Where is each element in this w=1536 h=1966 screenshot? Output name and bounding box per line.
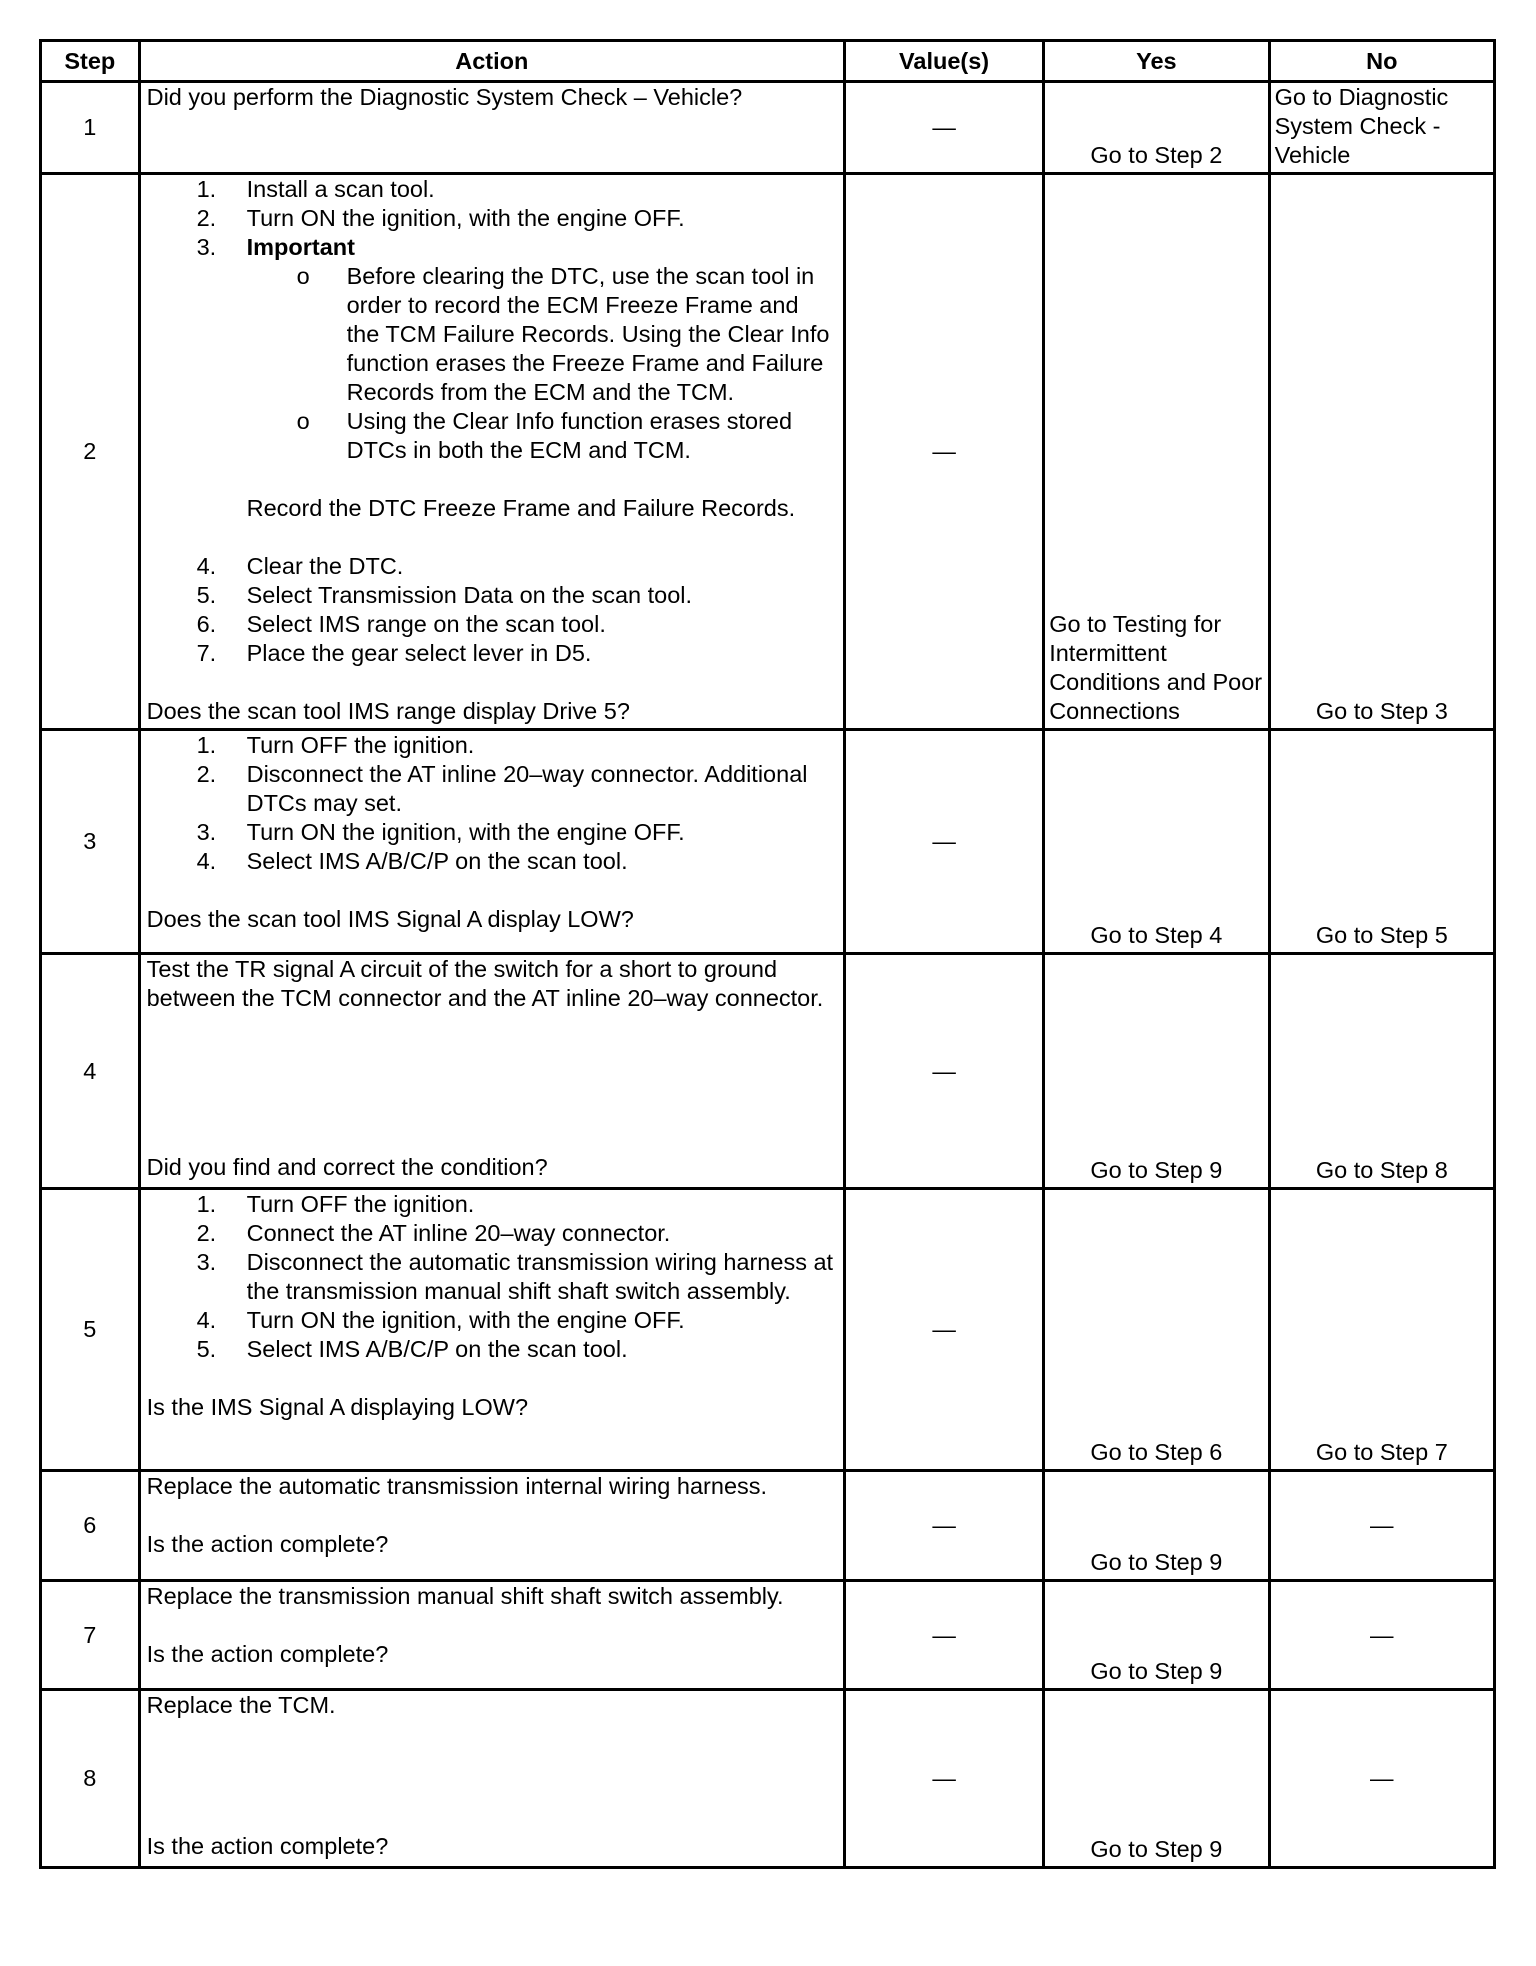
- yes-cell: Go to Step 9: [1044, 954, 1269, 1189]
- step-list: [147, 731, 837, 876]
- action-cell: [139, 1471, 844, 1581]
- list-item: 2. Turn ON the ignition, with the engine OFF.: [196, 205, 685, 231]
- list-item: 4. Clear the DTC.: [196, 553, 404, 579]
- yes-cell: Go to Step 9: [1044, 1690, 1269, 1868]
- list-item: 6. Select IMS range on the scan tool.: [196, 611, 606, 637]
- yes-cell: Go to Step 6: [1044, 1189, 1269, 1471]
- step-number: 6: [41, 1471, 140, 1581]
- value-cell: —: [844, 174, 1043, 730]
- table-row: [41, 1471, 1495, 1581]
- yes-cell: Go to Step 9: [1044, 1471, 1269, 1581]
- step-number: 2: [41, 174, 140, 730]
- action-text: Test the TR signal A circuit of the switch for a short to ground between the TCM connector and the AT inline 20–way connector.: [146, 956, 824, 1011]
- action-text: Replace the transmission manual shift shaft switch assembly.: [146, 1583, 784, 1609]
- value-cell: —: [844, 730, 1043, 954]
- table-row: [41, 1189, 1495, 1471]
- list-item: 2. Connect the AT inline 20–way connector.: [196, 1220, 671, 1246]
- step-number: 3: [41, 730, 140, 954]
- step-number: 8: [41, 1690, 140, 1868]
- question-text: Does the scan tool IMS range display Drive 5?: [146, 698, 630, 724]
- step-number: 1: [41, 82, 140, 174]
- yes-cell: Go to Step 2: [1044, 82, 1269, 174]
- table-row: [41, 174, 1495, 730]
- no-cell: Go to Step 3: [1269, 174, 1494, 730]
- action-cell: [139, 1189, 844, 1471]
- step-list: [147, 552, 837, 668]
- question-text: Is the IMS Signal A displaying LOW?: [146, 1394, 529, 1420]
- yes-cell: Go to Step 9: [1044, 1581, 1269, 1690]
- value-cell: —: [844, 1471, 1043, 1581]
- table-row: [41, 1581, 1495, 1690]
- value-cell: —: [844, 82, 1043, 174]
- step-number: 7: [41, 1581, 140, 1690]
- step-number: 5: [41, 1189, 140, 1471]
- table-row: [41, 730, 1495, 954]
- header-action: Action: [139, 41, 844, 82]
- important-bullets: [147, 262, 837, 465]
- step-list: [147, 1190, 837, 1364]
- no-cell: Go to Step 7: [1269, 1189, 1494, 1471]
- record-note: Record the DTC Freeze Frame and Failure Records.: [246, 495, 796, 521]
- no-cell: —: [1269, 1690, 1494, 1868]
- list-item: 1. Turn OFF the ignition.: [196, 1191, 475, 1217]
- action-text: Replace the automatic transmission internal wiring harness.: [146, 1473, 768, 1499]
- value-cell: —: [844, 1581, 1043, 1690]
- no-cell: Go to Step 5: [1269, 730, 1494, 954]
- value-cell: —: [844, 1189, 1043, 1471]
- list-item: 5. Select Transmission Data on the scan tool.: [196, 582, 693, 608]
- no-cell: —: [1269, 1581, 1494, 1690]
- header-step: Step: [41, 41, 140, 82]
- action-text: Replace the TCM.: [146, 1692, 336, 1718]
- value-cell: —: [844, 954, 1043, 1189]
- no-cell: Go to Diagnostic System Check - Vehicle: [1269, 82, 1494, 174]
- action-text: Did you perform the Diagnostic System Check – Vehicle?: [146, 84, 743, 110]
- step-number: 4: [41, 954, 140, 1189]
- action-cell: [139, 730, 844, 954]
- list-item: 4. Select IMS A/B/C/P on the scan tool.: [196, 848, 628, 874]
- list-item: 5. Select IMS A/B/C/P on the scan tool.: [196, 1336, 628, 1362]
- action-cell: [139, 82, 844, 174]
- list-item: 3. Important: [196, 234, 355, 260]
- list-item: o Using the Clear Info function erases stored DTCs in both the ECM and TCM.: [296, 408, 793, 463]
- list-item: 3. Turn ON the ignition, with the engine OFF.: [196, 819, 685, 845]
- list-item: 2. Disconnect the AT inline 20–way connector. Additional DTCs may set.: [196, 761, 808, 816]
- no-cell: Go to Step 8: [1269, 954, 1494, 1189]
- question-text: Does the scan tool IMS Signal A display LOW?: [146, 906, 634, 932]
- list-item: 4. Turn ON the ignition, with the engine OFF.: [196, 1307, 685, 1333]
- diagnostic-table: [39, 39, 1496, 1869]
- list-item: 1. Install a scan tool.: [196, 176, 435, 202]
- header-row: [41, 41, 1495, 82]
- action-cell: [139, 1581, 844, 1690]
- question-text: Is the action complete?: [146, 1833, 389, 1859]
- action-cell: [139, 1690, 844, 1868]
- important-label: Important: [246, 234, 355, 260]
- question-text: Is the action complete?: [146, 1531, 389, 1557]
- table-row: [41, 954, 1495, 1189]
- question-text: Did you find and correct the condition?: [146, 1154, 548, 1180]
- action-cell: [139, 954, 844, 1189]
- header-no: No: [1269, 41, 1494, 82]
- header-values: Value(s): [844, 41, 1043, 82]
- list-item: 7. Place the gear select lever in D5.: [196, 640, 592, 666]
- table-row: [41, 1690, 1495, 1868]
- step-list: [147, 175, 837, 262]
- yes-cell: Go to Step 4: [1044, 730, 1269, 954]
- list-item: o Before clearing the DTC, use the scan tool in order to record the ECM Freeze Frame and the TCM Failure Records. Using the Clear Info function erases the Freeze Frame and Failure Records from the ECM and the TCM.: [296, 263, 830, 405]
- no-cell: —: [1269, 1471, 1494, 1581]
- question-text: Is the action complete?: [146, 1641, 389, 1667]
- value-cell: —: [844, 1690, 1043, 1868]
- yes-cell: Go to Testing for Intermittent Conditions and Poor Connections: [1044, 174, 1269, 730]
- list-item: 3. Disconnect the automatic transmission wiring harness at the transmission manual shift shaft switch assembly.: [196, 1249, 834, 1304]
- list-item: 1. Turn OFF the ignition.: [196, 732, 475, 758]
- action-cell: [139, 174, 844, 730]
- header-yes: Yes: [1044, 41, 1269, 82]
- table-row: [41, 82, 1495, 174]
